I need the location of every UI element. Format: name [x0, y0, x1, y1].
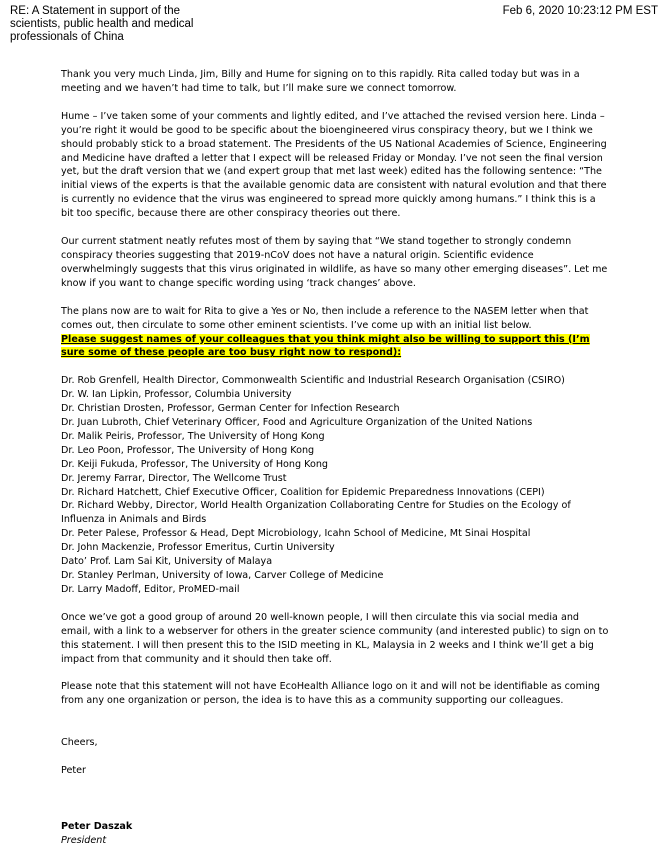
email-subject: RE: A Statement in support of the scientists, public health and medical professionals of China [10, 5, 194, 43]
paragraph-edits: Hume – I’ve taken some of your comments and lightly edited, and I’ve attached the revised version here. Linda – you’re right it would be good to be specific about the bioengineered virus conspiracy theory, but we I think we should probably stick to a broad statement. The Presidents of the US National Academies of Science, Engineering and Medicine have drafted a letter that I expect will be released Friday or Monday. I’ve not seen the final version yet, but the draft version that we (and expert group that met last week) edited has the following sentence: “The initial views of the experts is that the available genomic data are consistent with natural evolution and that there is currently no evidence that the virus was engineered to spread more quickly among humans.” I think this is a bit too specific, because there are other conspiracy theories out there. [61, 110, 607, 220]
closing: Cheers, [61, 737, 98, 749]
list-item: Dr. Christian Drosten, Professor, German Center for Infection Research [61, 403, 400, 415]
list-item: Dr. Peter Palese, Professor & Head, Dept Microbiology, Icahn School of Medicine, Mt Sinai Hospital [61, 528, 531, 540]
sender-first-name: Peter [61, 765, 86, 777]
email-body [61, 68, 611, 848]
paragraph-note: Please note that this statement will not have EcoHealth Alliance logo on it and will not be identifiable as coming from any one organization or person, the idea is to have this as a community supporting our colleagues. [61, 681, 600, 707]
list-item: Dr. W. Ian Lipkin, Professor, Columbia University [61, 389, 292, 401]
list-item: Dr. Rob Grenfell, Health Director, Commonwealth Scientific and Industrial Research Organisation (CSIRO) [61, 375, 565, 387]
list-item: Dr. John Mackenzie, Professor Emeritus, Curtin University [61, 542, 335, 554]
scientist-list [61, 374, 611, 597]
paragraph-circulate: Once we’ve got a good group of around 20 well-known people, I will then circulate this via social media and email, with a link to a webserver for others in the greater science community (and interested public) to sign on to this statement. I will then present this to the ISID meeting in KL, Malaysia in 2 weeks and I think we’ll get a big impact from that community and it should then take off. [61, 611, 609, 665]
paragraph-thanks: Thank you very much Linda, Jim, Billy and Hume for signing on to this rapidly. Rita called today but was in a meeting and we haven’t had time to talk, but I’ll make sure we connect tomorrow. [61, 69, 580, 94]
list-item: Dr. Jeremy Farrar, Director, The Wellcome Trust [61, 472, 287, 484]
email-date: Feb 6, 2020 10:23:12 PM EST [502, 5, 658, 17]
list-item: Dr. Richard Hatchett, Chief Executive Officer, Coalition for Epidemic Preparedness Innovations (CEPI) [61, 486, 545, 498]
list-item: Dr. Leo Poon, Professor, The University of Hong Kong [61, 444, 315, 456]
highlighted-request [61, 333, 611, 361]
list-item: Dr. Juan Lubroth, Chief Veterinary Officer, Food and Agriculture Organization of the United Nations [61, 417, 533, 429]
highlighted-request-text: Please suggest names of your colleagues that you think might also be willing to support this (I’m sure some of these people are too busy right now to respond): [61, 333, 590, 359]
paragraph-statement: Our current statment neatly refutes most of them by saying that “We stand together to strongly condemn conspiracy theories suggesting that 2019-nCoV does not have a natural origin. Scientific evidence overwhelmingly suggests that this virus originated in wildlife, as have so many other emerging diseases”. Let me know if you want to change specific wording using ‘track changes’ above. [61, 236, 608, 289]
list-item: Dr. Keiji Fukuda, Professor, The University of Hong Kong [61, 458, 328, 470]
paragraph-plans: The plans now are to wait for Rita to give a Yes or No, then include a reference to the NASEM letter when that comes out, then circulate to some other eminent scientists. I’ve come up with an initial list below. [61, 305, 589, 331]
signature-title: President [61, 834, 107, 846]
signature-name: Peter Daszak [61, 821, 133, 833]
list-item: Dato’ Prof. Lam Sai Kit, University of Malaya [61, 556, 273, 568]
list-item: Dr. Larry Madoff, Editor, ProMED-mail [61, 583, 240, 595]
list-item: Dr. Richard Webby, Director, World Health Organization Collaborating Centre for Studies on the Ecology of Influenza in Animals and Birds [61, 500, 571, 526]
list-item: Dr. Malik Peiris, Professor, The University of Hong Kong [61, 430, 325, 442]
list-item: Dr. Stanley Perlman, University of Iowa, Carver College of Medicine [61, 570, 384, 581]
